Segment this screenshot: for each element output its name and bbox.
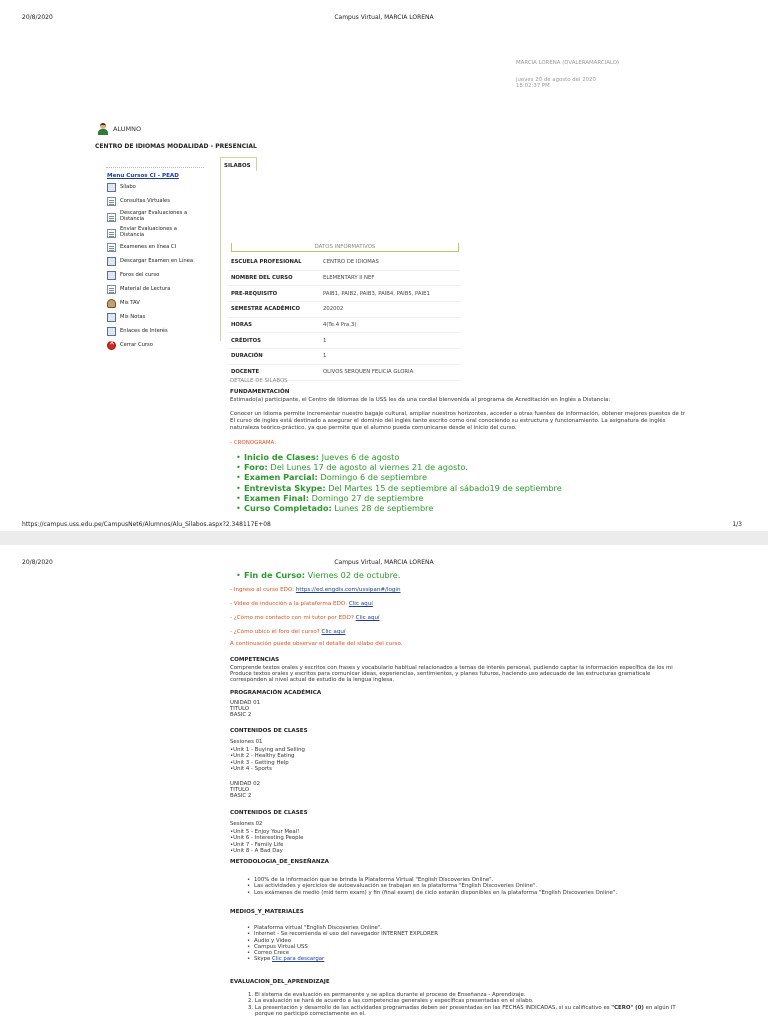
- list-item: • Correo Crece: [254, 950, 438, 956]
- unidad-02: UNIDAD 02 TITULO BASIC 2: [230, 781, 261, 800]
- menu-item-label: Mis Notas: [120, 313, 146, 320]
- info-key: SEMESTRE ACADÉMICO: [231, 306, 301, 313]
- menu-item-label: Cerrar Curso: [120, 341, 153, 348]
- info-key: HORAS: [231, 322, 252, 329]
- detalle-label: DETALLE DE SILABOS: [230, 378, 288, 384]
- menu-item-label: Examenes en línea CI: [120, 243, 177, 250]
- cronograma-item: • Entrevista Skype: Del Martes 15 de septiembre al sábado19 de septiembre: [244, 483, 562, 493]
- unidad-01: UNIDAD 01 TITULO BASIC 2: [230, 700, 261, 719]
- contenidos-2: Sesiones 02 •Unit 5 - Enjoy Your Meal! •Unit 6 - Interesting People •Unit 7 - Family Life •Unit 8 - A Bad Day: [230, 821, 304, 854]
- people-icon: [107, 299, 116, 308]
- document-icon: [107, 197, 116, 206]
- info-row: [228, 318, 460, 334]
- download-icon: [107, 257, 116, 266]
- info-key: DOCENTE: [231, 369, 260, 376]
- cronograma-item: • Examen Parcial: Domingo 6 de septiembre: [244, 472, 562, 482]
- list-item: 2. La evaluación se hará de acuerdo a las competencias generales y específicas presentadas en el sílabo.: [248, 998, 534, 1005]
- cronograma-list-cont: [244, 570, 400, 580]
- menu-item-enviar-evaluaciones[interactable]: [107, 227, 202, 239]
- info-row: [228, 255, 460, 271]
- info-value: PAIB1, PAIB2, PAIB3, PAIB4, PAIB5, PAIE1: [323, 290, 430, 297]
- skype-download-link[interactable]: Clic para descargar: [272, 956, 325, 963]
- menu-item-notas[interactable]: [107, 313, 219, 322]
- menu-item-foros[interactable]: [107, 271, 219, 280]
- evaluacion-title: EVALUACION_DEL_APRENDIZAJE: [230, 979, 330, 985]
- print-title: Campus Virtual, MARCIA LORENA: [334, 559, 434, 566]
- book-icon: [107, 183, 116, 192]
- menu-item-examenes[interactable]: [107, 243, 219, 252]
- print-date: 20/8/2020: [22, 14, 53, 21]
- contenidos-title-2: CONTENIDOS DE CLASES: [230, 810, 308, 816]
- tab-border: [220, 171, 221, 341]
- fundamentacion-title: FUNDAMENTACIÓN: [230, 389, 290, 395]
- list-item: • 100% de la información que se brinda la Plataforma Virtual "English Discoveries Online".: [254, 877, 617, 883]
- cronograma-item: • Fin de Curso: Viernes 02 de octubre.: [244, 570, 400, 580]
- menu-item-label: Foros del curso: [120, 271, 160, 278]
- print-page-2: [0, 545, 768, 1024]
- menu-item-label: Descargar Evaluaciones a Distancia: [120, 210, 188, 222]
- info-value: 202002: [323, 306, 344, 313]
- contenidos-title-1: CONTENIDOS DE CLASES: [230, 728, 308, 734]
- cronograma-item: • Foro: Del Lunes 17 de agosto al viernes 21 de agosto.: [244, 462, 562, 472]
- link-icon: [107, 327, 116, 336]
- center-title: CENTRO DE IDIOMAS MODALIDAD - PRESENCIAL: [95, 143, 257, 150]
- list-item: 1. El sistema de evaluación es permanente y se aplica durante el proceso de Enseñanza - Aprendizaje.: [248, 992, 526, 998]
- menu-item-label: Consultas Virtuales: [120, 197, 170, 204]
- role-indicator: [97, 123, 141, 135]
- course-menu: [107, 183, 219, 350]
- info-value: ELEMENTARY II NEF: [323, 275, 375, 282]
- info-key: ESCUELA PROFESIONAL: [231, 259, 302, 266]
- list-item: 3. La presentación y desarrollo de las actividades programadas deben ser presentadas en las FECHAS INDICADAS, si su calificativo es "CERO" (0) en algún IT: [248, 1004, 676, 1011]
- evaluacion-list: [248, 992, 676, 1017]
- list-item: • Audio y Video: [254, 938, 438, 944]
- role-label: ALUMNO: [113, 125, 142, 133]
- edo-login-link[interactable]: https://ed.engdis.com/ussipan#/login: [295, 587, 401, 593]
- tutor-link[interactable]: Clic aquí: [355, 615, 380, 621]
- medios-list: [254, 925, 438, 963]
- print-url: https://campus.uss.edu.pe/CampusNet6/Alumnos/Alu_Silabos.aspx?2.348117E+08: [22, 521, 271, 528]
- info-row: [228, 333, 460, 349]
- page-number: 1/3: [732, 521, 742, 528]
- list-item: • Las actividades y ejercicios de autoevaluación se trabajan en la plataforma "English Discoveries Online".: [254, 883, 617, 889]
- print-title: Campus Virtual, MARCIA LORENA: [334, 14, 434, 21]
- student-icon: [97, 123, 109, 135]
- video-link[interactable]: Clic aquí: [348, 601, 373, 607]
- competencias-title: COMPETENCIAS: [230, 657, 280, 663]
- menu-item-label: Enlaces de Interés: [120, 327, 168, 334]
- document-icon: [107, 285, 116, 294]
- info-key: PRE-REQUISITO: [231, 290, 278, 297]
- link-video: - Video de inducción a la plataforma EDO: Clic aquí: [230, 601, 373, 607]
- upload-icon: [107, 229, 116, 238]
- cronograma-item: • Inicio de Clases: Jueves 6 de agosto: [244, 452, 562, 462]
- menu-item-descargar-evaluaciones[interactable]: [107, 211, 202, 223]
- foro-link[interactable]: Clic aquí: [321, 629, 346, 635]
- list-item: • Campus Virtual USS: [254, 944, 438, 950]
- menu-item-cerrar[interactable]: [107, 341, 219, 350]
- user-name: MARCIA LORENA (DVALERAMARCIALO): [516, 60, 620, 66]
- metodologia-title: METODOLOGIA_DE_ENSEÑANZA: [230, 859, 329, 865]
- menu-item-label: Sílabo: [120, 183, 136, 190]
- info-key: DURACIÓN: [231, 353, 263, 360]
- medios-title: MEDIOS_Y_MATERIALES: [230, 909, 304, 915]
- info-value: 1: [323, 337, 327, 344]
- info-key: NOMBRE DEL CURSO: [231, 275, 293, 282]
- info-key: CRÉDITOS: [231, 337, 261, 344]
- fundamentacion-p2b: El curso de inglés está destinado a asegurar el dominio del inglés tanto escrito como oral conociendo su estructura y funcionamiento. La asignatura de inglés: [230, 418, 666, 424]
- menu-item-label: Enviar Evaluaciones a Distancia: [120, 226, 177, 238]
- divider: [106, 167, 204, 168]
- list-item: • Los exámenes de medio (mid term exam) y fin (final exam) de ciclo estarán disponibles en la plataforma "English Discoveries Online".: [254, 890, 617, 896]
- menu-item-tav[interactable]: [107, 299, 219, 308]
- cronograma-list: [244, 452, 562, 513]
- close-icon: [107, 341, 116, 350]
- info-value: OLIVOS SERQUEN FELICIA GLORIA: [323, 369, 414, 376]
- info-row: [228, 349, 460, 365]
- cronograma-title: - CRONOGRAMA:: [230, 440, 277, 446]
- info-row: [228, 302, 460, 318]
- print-date: 20/8/2020: [22, 559, 53, 566]
- link-foro: - ¿Cómo ubico el foro del curso? Clic aquí: [230, 629, 346, 635]
- fundamentacion-p1: Estimado(a) participante, el Centro de Idiomas de la USS les da una cordial bienvenida al programa de Acreditación en Inglés a Distancia:: [230, 397, 611, 403]
- programacion-title: PROGRAMACIÓN ACADÉMICA: [230, 690, 322, 696]
- menu-item-consultas[interactable]: [107, 197, 219, 206]
- info-table: [228, 255, 460, 381]
- list-item: porque no participó correctamente en el.: [255, 1010, 366, 1017]
- cronograma-item: • Examen Final: Domingo 27 de septiembre: [244, 493, 562, 503]
- menu-item-descargar-examen[interactable]: [107, 257, 219, 266]
- menu-item-enlaces[interactable]: [107, 327, 219, 336]
- menu-item-label: Mis TAV: [120, 299, 140, 306]
- detalle-note: A continuación puede observar el detalle del silabo del curso.: [230, 641, 403, 647]
- grades-icon: [107, 313, 116, 322]
- info-heading: DATOS INFORMATIVOS: [231, 243, 459, 252]
- metodologia-list: [254, 877, 617, 896]
- fundamentacion-p2a: Conocer un idioma permite incrementar nuestro bagaje cultural, ampliar nuestros horizontes, acceder a otras fuentes de información, obtener mejores puestos de tr: [230, 411, 686, 417]
- menu-item-label: Material de Lectura: [120, 285, 171, 292]
- link-edo: - Ingreso al curso EDO: https://ed.engdis.com/ussipan#/login: [230, 587, 401, 593]
- list-item: • Internet - Se recomienda el uso del navegador INTERNET EXPLORER: [254, 931, 438, 937]
- download-icon: [107, 213, 116, 222]
- link-tutor: - ¿Cómo me contacto con mi tutor por EDO? Clic aquí: [230, 615, 380, 621]
- session-time: 18:02:37 PM: [516, 83, 550, 89]
- info-row: [228, 271, 460, 287]
- session-date: jueves 20 de agosto del 2020: [516, 77, 596, 83]
- fundamentacion-p2c: naturaleza teórico-práctico, ya que permite que el alumno pueda comunicarse desde el inicio del curso.: [230, 425, 517, 431]
- menu-title[interactable]: Menu Cursos CI - PEAD: [107, 173, 179, 179]
- menu-item-material[interactable]: [107, 285, 219, 294]
- list-item: • Skype Clic para descargar: [254, 956, 438, 962]
- forum-icon: [107, 271, 116, 280]
- list-item: • Plataforma virtual "English Discoveries Online".: [254, 925, 438, 931]
- menu-item-label: Descargar Examen en Línea: [120, 257, 194, 264]
- info-value: CENTRO DE IDIOMAS: [323, 259, 379, 266]
- info-row: [228, 286, 460, 302]
- contenidos-1: Sesiones 01 •Unit 1 - Buying and Selling •Unit 2 - Healthy Eating •Unit 3 - Getting Help •Unit 4 - Sports: [230, 739, 305, 772]
- info-value: 1: [323, 353, 327, 360]
- cronograma-item: • Curso Completado: Lunes 28 de septiembre: [244, 503, 562, 513]
- menu-item-silabo[interactable]: [107, 183, 219, 192]
- competencias-text: Comprende textos orales y escritos con frases y vocabulario habitual relacionados a temas de interés personal, pudiendo captar la información específica de los mi Produce textos orales y escritos para comunicar ideas, experiencias, sentimientos, y planes futuros, haciendo uso adecuado de las estructuras gramaticale corresponden al nivel actual de estudio de la lengua inglesa.: [230, 665, 673, 684]
- tab-silabos[interactable]: SILABOS: [220, 157, 257, 171]
- edit-icon: [107, 243, 116, 252]
- info-value: 4(Te.4 Pra.3): [323, 322, 357, 329]
